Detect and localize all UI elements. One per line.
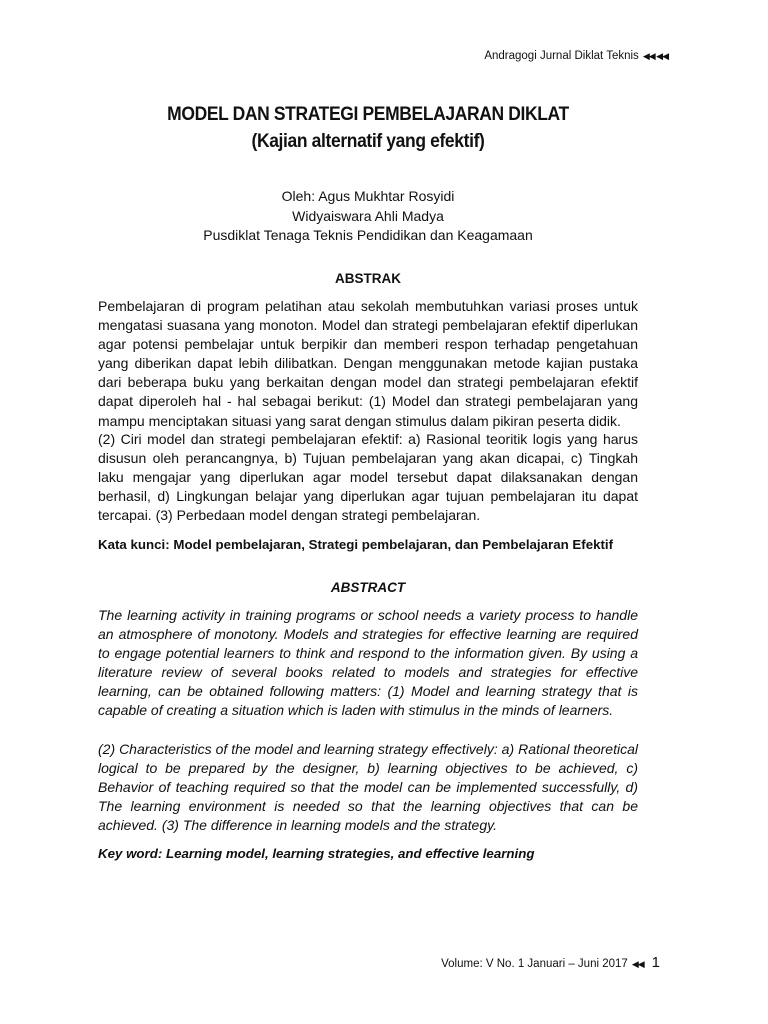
- abstract-paragraph-2: (2) Characteristics of the model and learning strategy effectively: a) Rational theoretical logical to be prepared by the designer, b) learning objectives to be achieved, c) Behavior of teaching required so that the model can be implemented successfully, d) The learning environment is needed so that the learning objectives that can be achieved. (3) The difference in learning models and the strategy.: [98, 741, 638, 834]
- paper-subtitle: (Kajian alternatif yang efektif): [251, 131, 485, 152]
- running-header: [484, 50, 668, 62]
- author-block: [98, 187, 638, 246]
- key-words: Key word: Learning model, learning strategies, and effective learning: [98, 846, 535, 861]
- author-name: Oleh: Agus Mukhtar Rosyidi: [281, 188, 455, 204]
- kata-kunci: Kata kunci: Model pembelajaran, Strategi pembelajaran, dan Pembelajaran Efektif: [98, 537, 614, 552]
- abstract-paragraph-1: The learning activity in training programs or school needs a variety process to handle an atmosphere of monotony. Models and strategies for effective learning are required to engage potential learners to think and respond to the information given. By using a literature review of several books related to models and strategies for effective learning, can be obtained following matters: (1) Model and learning strategy that is capable of creating a situation which is laden with stimulus in the minds of learners.: [98, 607, 638, 719]
- abstrak-paragraph-2: (2) Ciri model dan strategi pembelajaran efektif: a) Rasional teoritik logis yang harus disusun oleh perancangnya, b) Tujuan pembelajaran yang akan dicapai, c) Tingkah laku mengajar yang diperlukan agar model tersebut dapat dilaksanakan dengan berhasil, d) Lingkungan belajar yang diperlukan agar tujuan pembelajaran itu dapat tercapai. (3) Perbedaan model dengan strategi pembelajaran.: [98, 431, 638, 524]
- abstract-heading: ABSTRACT: [330, 580, 406, 595]
- double-arrow-left-icon: ◀◀ ◀◀: [642, 50, 668, 61]
- paper-title: MODEL DAN STRATEGI PEMBELAJARAN DIKLAT: [167, 104, 569, 125]
- author-affiliation: Pusdiklat Tenaga Teknis Pendidikan dan Keagamaan: [203, 227, 533, 243]
- journal-name: Andragogi Jurnal Diklat Teknis: [484, 50, 639, 62]
- double-arrow-left-icon: ◀◀: [631, 959, 644, 969]
- abstrak-heading: ABSTRAK: [335, 271, 401, 286]
- page-footer: [441, 954, 660, 971]
- volume-info: Volume: V No. 1 Januari – Juni 2017: [441, 958, 628, 970]
- abstrak-paragraph-1: Pembelajaran di program pelatihan atau sekolah membutuhkan variasi proses untuk mengatasi suasana yang monoton. Model dan strategi pembelajaran efektif diperlukan agar potensi pembelajar untuk berpikir dan memberi respon terhadap pengetahuan yang diberikan dapat lebih dilibatkan. Dengan menggunakan metode kajian pustaka dari beberapa buku yang berkaitan dengan model dan strategi pembelajaran efektif dapat diperoleh hal - hal sebagai berikut: (1) Model dan strategi pembelajaran yang mampu menciptakan situasi yang sarat dengan stimulus dalam pikiran peserta didik.: [98, 298, 638, 429]
- page-number: 1: [651, 954, 660, 971]
- author-position: Widyaiswara Ahli Madya: [292, 207, 444, 224]
